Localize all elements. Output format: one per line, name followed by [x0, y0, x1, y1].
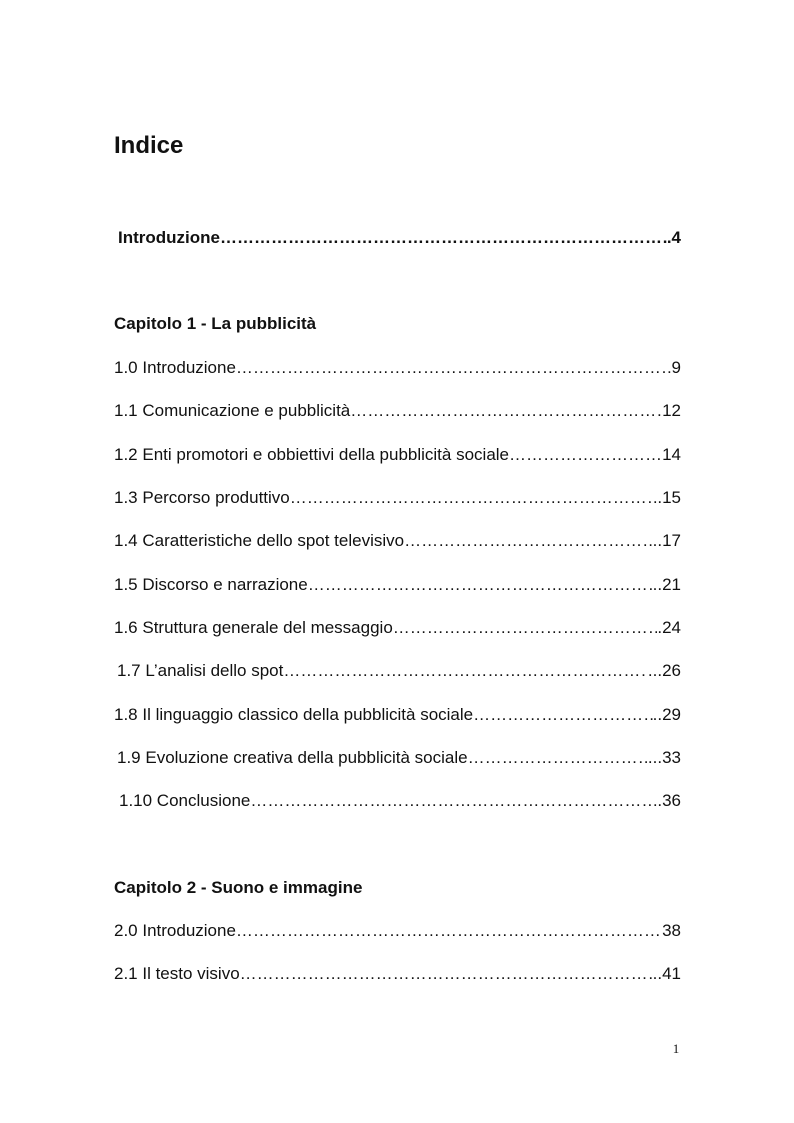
- toc-entry-label: 1.10 Conclusione: [119, 791, 251, 810]
- toc-entry-label: 1.7 L’analisi dello spot: [117, 661, 284, 680]
- toc-entry[interactable]: [114, 486, 681, 510]
- toc-entry-page: ..29: [652, 705, 681, 724]
- chapter-2-heading: Capitolo 2 - Suono e immagine: [114, 878, 363, 897]
- toc-leader-dots: [308, 573, 653, 597]
- toc-entry[interactable]: [114, 919, 681, 943]
- toc-entry-label: 2.1 Il testo visivo: [114, 964, 240, 983]
- toc-leader-dots: [240, 962, 653, 986]
- toc-leader-dots: [236, 356, 672, 380]
- toc-entry-page: ..17: [652, 531, 681, 550]
- toc-entry-label: 2.0 Introduzione: [114, 921, 236, 940]
- toc-entry-label: 1.5 Discorso e narrazione: [114, 575, 308, 594]
- toc-leader-dots: [393, 616, 658, 640]
- toc-entry[interactable]: [119, 789, 681, 813]
- toc-leader-dots: [290, 486, 658, 510]
- toc-entry[interactable]: [114, 356, 681, 380]
- toc-leader-dots: [468, 746, 648, 770]
- toc-entry-page: ..21: [652, 575, 681, 594]
- toc-entry-page: 12: [662, 401, 681, 420]
- toc-leader-dots: [350, 399, 662, 423]
- toc-entry-page: .24: [657, 618, 681, 637]
- toc-entry-page: .36: [657, 791, 681, 810]
- toc-entry[interactable]: [117, 659, 681, 683]
- toc-entry[interactable]: [114, 399, 681, 423]
- toc-entry-label: 1.9 Evoluzione creativa della pubblicità sociale: [117, 748, 468, 767]
- toc-entry[interactable]: [117, 746, 681, 770]
- toc-entry[interactable]: [114, 443, 681, 467]
- toc-leader-dots: [220, 226, 667, 250]
- toc-entry-page: 9: [671, 358, 681, 377]
- toc-entry-page: .4: [666, 228, 681, 247]
- toc-entry-label: 1.8 Il linguaggio classico della pubblicità sociale: [114, 705, 474, 724]
- toc-leader-dots: [236, 919, 662, 943]
- toc-leader-dots: [404, 529, 653, 553]
- toc-leader-dots: [250, 789, 657, 813]
- toc-entry-page: ...33: [647, 748, 681, 767]
- page-number: 1: [672, 1041, 680, 1056]
- toc-entry[interactable]: [114, 962, 681, 986]
- toc-entry-label: 1.6 Struttura generale del messaggio: [114, 618, 393, 637]
- toc-entry-page: .15: [657, 488, 681, 507]
- toc-entry-page: ..41: [652, 964, 681, 983]
- chapter-1-heading: Capitolo 1 - La pubblicità: [114, 314, 317, 333]
- toc-entry-label: 1.2 Enti promotori e obbiettivi della pubblicità sociale: [114, 445, 510, 464]
- toc-entry-page: 14: [662, 445, 681, 464]
- toc-entry-label: Introduzione: [118, 228, 220, 247]
- toc-entry[interactable]: [114, 529, 681, 553]
- toc-entry[interactable]: [114, 573, 681, 597]
- page-title: Indice: [114, 132, 184, 159]
- toc-entry-label: 1.1 Comunicazione e pubblicità: [114, 401, 351, 420]
- toc-entry-introduzione[interactable]: [118, 226, 681, 250]
- toc-entry-page: 38: [662, 921, 681, 940]
- toc-entry-page: ...26: [647, 661, 681, 680]
- toc-leader-dots: [473, 703, 653, 727]
- toc-entry-label: 1.0 Introduzione: [114, 358, 236, 377]
- toc-leader-dots: [509, 443, 662, 467]
- toc-entry-label: 1.4 Caratteristiche dello spot televisivo: [114, 531, 405, 550]
- toc-entry[interactable]: [114, 616, 681, 640]
- toc-leader-dots: [283, 659, 648, 683]
- toc-entry-label: 1.3 Percorso produttivo: [114, 488, 290, 507]
- toc-entry[interactable]: [114, 703, 681, 727]
